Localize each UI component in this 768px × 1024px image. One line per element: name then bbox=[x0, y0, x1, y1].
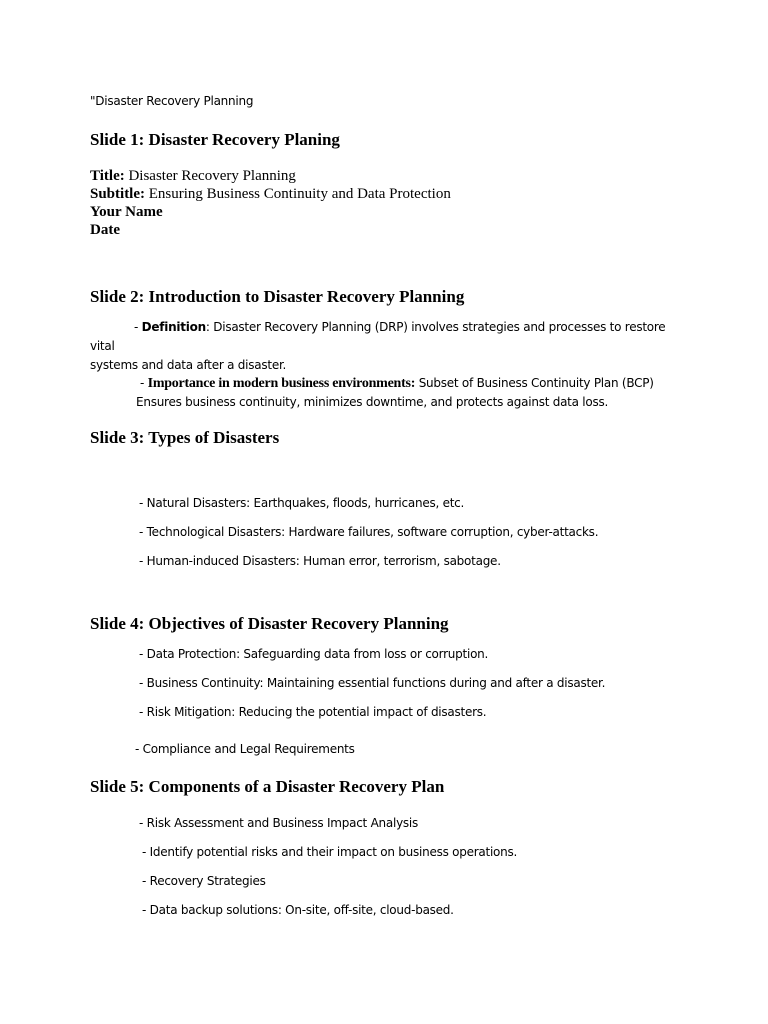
importance-dash: - bbox=[140, 376, 148, 390]
title-label: Title: bbox=[90, 168, 125, 184]
slide1-subtitle-line bbox=[90, 186, 451, 203]
subtitle-label: Subtitle: bbox=[90, 186, 146, 202]
slide1-date-line bbox=[90, 222, 120, 239]
list-item: - Risk Assessment and Business Impact Analysis bbox=[139, 816, 419, 830]
list-item: - Data Protection: Safeguarding data from loss or corruption. bbox=[139, 647, 489, 661]
list-item: - Recovery Strategies bbox=[142, 874, 266, 888]
subtitle-value: Ensuring Business Continuity and Data Protection bbox=[148, 186, 451, 202]
title-value: Disaster Recovery Planning bbox=[128, 168, 296, 184]
list-item: - Data backup solutions: On-site, off-site, cloud-based. bbox=[142, 903, 454, 917]
list-item: - Human-induced Disasters: Human error, terrorism, sabotage. bbox=[139, 554, 501, 568]
list-item: - Compliance and Legal Requirements bbox=[135, 742, 355, 756]
slide3-heading: Slide 3: Types of Disasters bbox=[90, 428, 280, 447]
importance-paragraph bbox=[136, 374, 696, 412]
slide5-heading: Slide 5: Components of a Disaster Recovery Plan bbox=[90, 777, 445, 796]
importance-continuation: Ensures business continuity, minimizes downtime, and protects against data loss. bbox=[136, 395, 609, 409]
slide2-heading: Slide 2: Introduction to Disaster Recovery Planning bbox=[90, 287, 465, 306]
list-item: - Natural Disasters: Earthquakes, floods, hurricanes, etc. bbox=[139, 496, 465, 510]
definition-text: : Disaster Recovery Planning (DRP) involves strategies and processes to restore vital bbox=[90, 320, 666, 353]
your-name: Your Name bbox=[90, 204, 163, 220]
list-item: - Risk Mitigation: Reducing the potential impact of disasters. bbox=[139, 705, 487, 719]
intro-line: "Disaster Recovery Planning bbox=[90, 94, 254, 108]
importance-label: Importance in modern business environments: bbox=[147, 376, 416, 391]
definition-dash: - bbox=[134, 320, 142, 334]
slide1-name-line bbox=[90, 204, 163, 221]
definition-paragraph bbox=[90, 318, 690, 375]
slide1-heading: Slide 1: Disaster Recovery Planing bbox=[90, 130, 340, 149]
list-item: - Business Continuity: Maintaining essential functions during and after a disaster. bbox=[139, 676, 606, 690]
definition-continuation: systems and data after a disaster. bbox=[90, 358, 287, 372]
definition-label: Definition bbox=[141, 320, 206, 334]
list-item: - Technological Disasters: Hardware failures, software corruption, cyber-attacks. bbox=[139, 525, 599, 539]
importance-text: Subset of Business Continuity Plan (BCP) bbox=[418, 376, 654, 390]
slide1-title-line bbox=[90, 168, 296, 185]
slide4-heading: Slide 4: Objectives of Disaster Recovery Planning bbox=[90, 614, 449, 633]
list-item: - Identify potential risks and their impact on business operations. bbox=[142, 845, 518, 859]
date-label: Date bbox=[90, 222, 120, 238]
